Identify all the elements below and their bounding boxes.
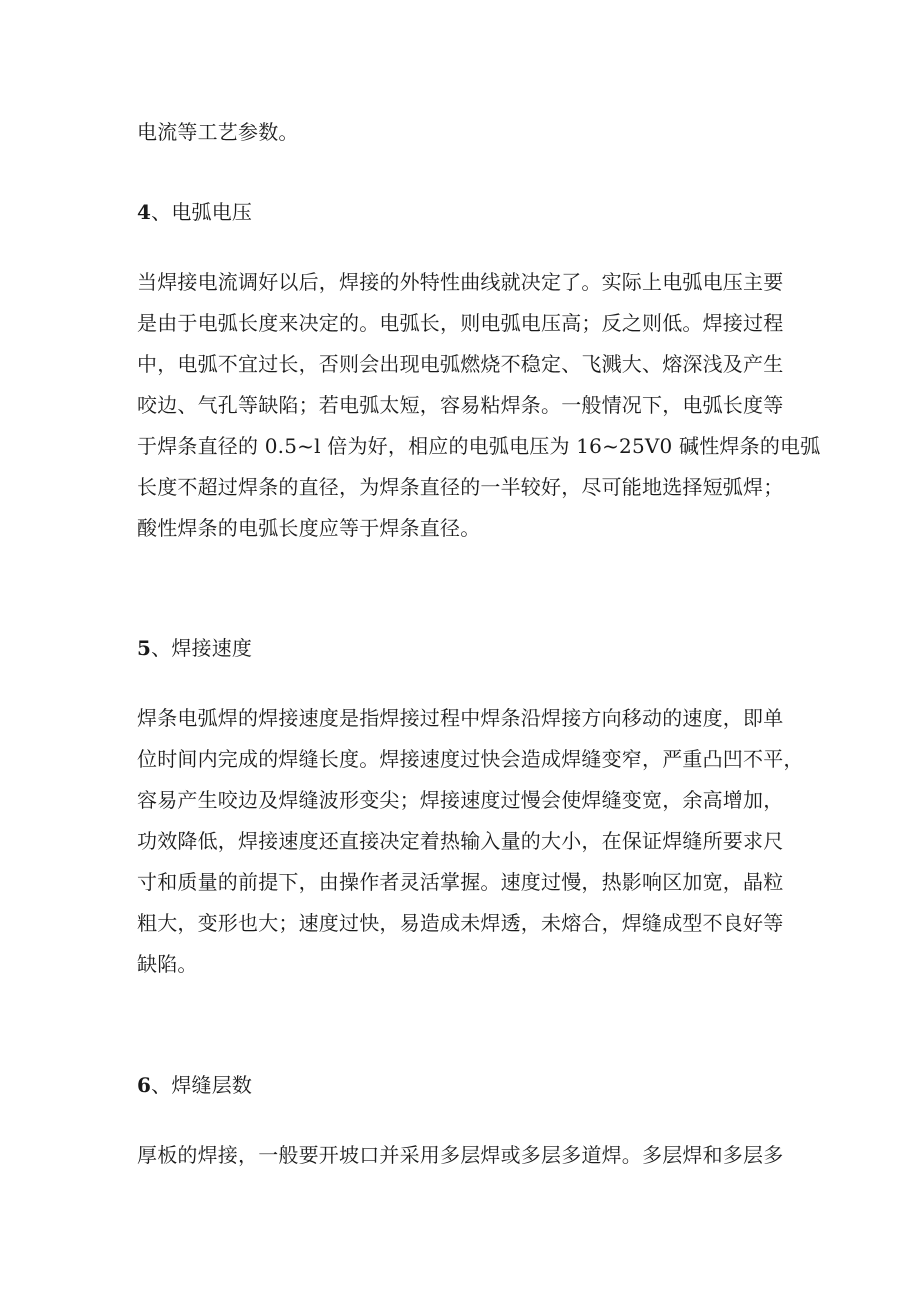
- section-separator: 、: [151, 1073, 172, 1097]
- paragraph-line: 是由于电弧长度来决定的。电弧长，则电弧电压高；反之则低。焊接过程: [137, 311, 784, 335]
- paragraph-line: 容易产生咬边及焊缝波形变尖；焊接速度过慢会使焊缝变宽，余高增加，: [137, 788, 784, 812]
- paragraph-line: 中，电弧不宜过长，否则会出现电弧燃烧不稳定、飞溅大、熔深浅及产生: [137, 352, 784, 376]
- paragraph-line: 长度不超过焊条的直径，为焊条直径的一半较好，尽可能地选择短弧焊；: [137, 475, 784, 499]
- paragraph-line: 焊条电弧焊的焊接速度是指焊接过程中焊条沿焊接方向移动的速度，即单: [137, 706, 784, 730]
- paragraph-line: 功效降低，焊接速度还直接决定着热输入量的大小，在保证焊缝所要求尺: [137, 829, 784, 853]
- paragraph-line: 位时间内完成的焊缝长度。焊接速度过快会造成焊缝变窄，严重凸凹不平，: [137, 747, 804, 771]
- section-heading-4: [137, 198, 252, 226]
- paragraph-line: 当焊接电流调好以后，焊接的外特性曲线就决定了。实际上电弧电压主要: [137, 270, 784, 294]
- paragraph-line: 厚板的焊接，一般要开坡口并采用多层焊或多层多道焊。多层焊和多层多: [137, 1143, 784, 1167]
- section-separator: 、: [151, 200, 172, 224]
- paragraph-line: 于焊条直径的 0.5~l 倍为好，相应的电弧电压为 16~25V0 碱性焊条的电弧: [137, 434, 821, 458]
- section-title: 焊缝层数: [171, 1073, 253, 1097]
- section-heading-6: [137, 1071, 252, 1099]
- paragraph-line: 咬边、气孔等缺陷；若电弧太短，容易粘焊条。一般情况下，电弧长度等: [137, 393, 784, 417]
- paragraph-line: 缺陷。: [137, 952, 198, 976]
- section-title: 焊接速度: [171, 636, 253, 660]
- paragraph-line: 粗大，变形也大；速度过快，易造成未焊透，未熔合，焊缝成型不良好等: [137, 911, 784, 935]
- intro-line: 电流等工艺参数。: [137, 120, 299, 144]
- paragraph-line: 寸和质量的前提下，由操作者灵活掌握。速度过慢，热影响区加宽，晶粒: [137, 870, 784, 894]
- section-number: 4: [137, 200, 152, 224]
- paragraph-line: 酸性焊条的电弧长度应等于焊条直径。: [137, 516, 481, 540]
- section-number: 6: [137, 1073, 152, 1097]
- section-number: 5: [137, 636, 152, 660]
- section-heading-5: [137, 634, 252, 662]
- section-title: 电弧电压: [171, 200, 253, 224]
- section-separator: 、: [151, 636, 172, 660]
